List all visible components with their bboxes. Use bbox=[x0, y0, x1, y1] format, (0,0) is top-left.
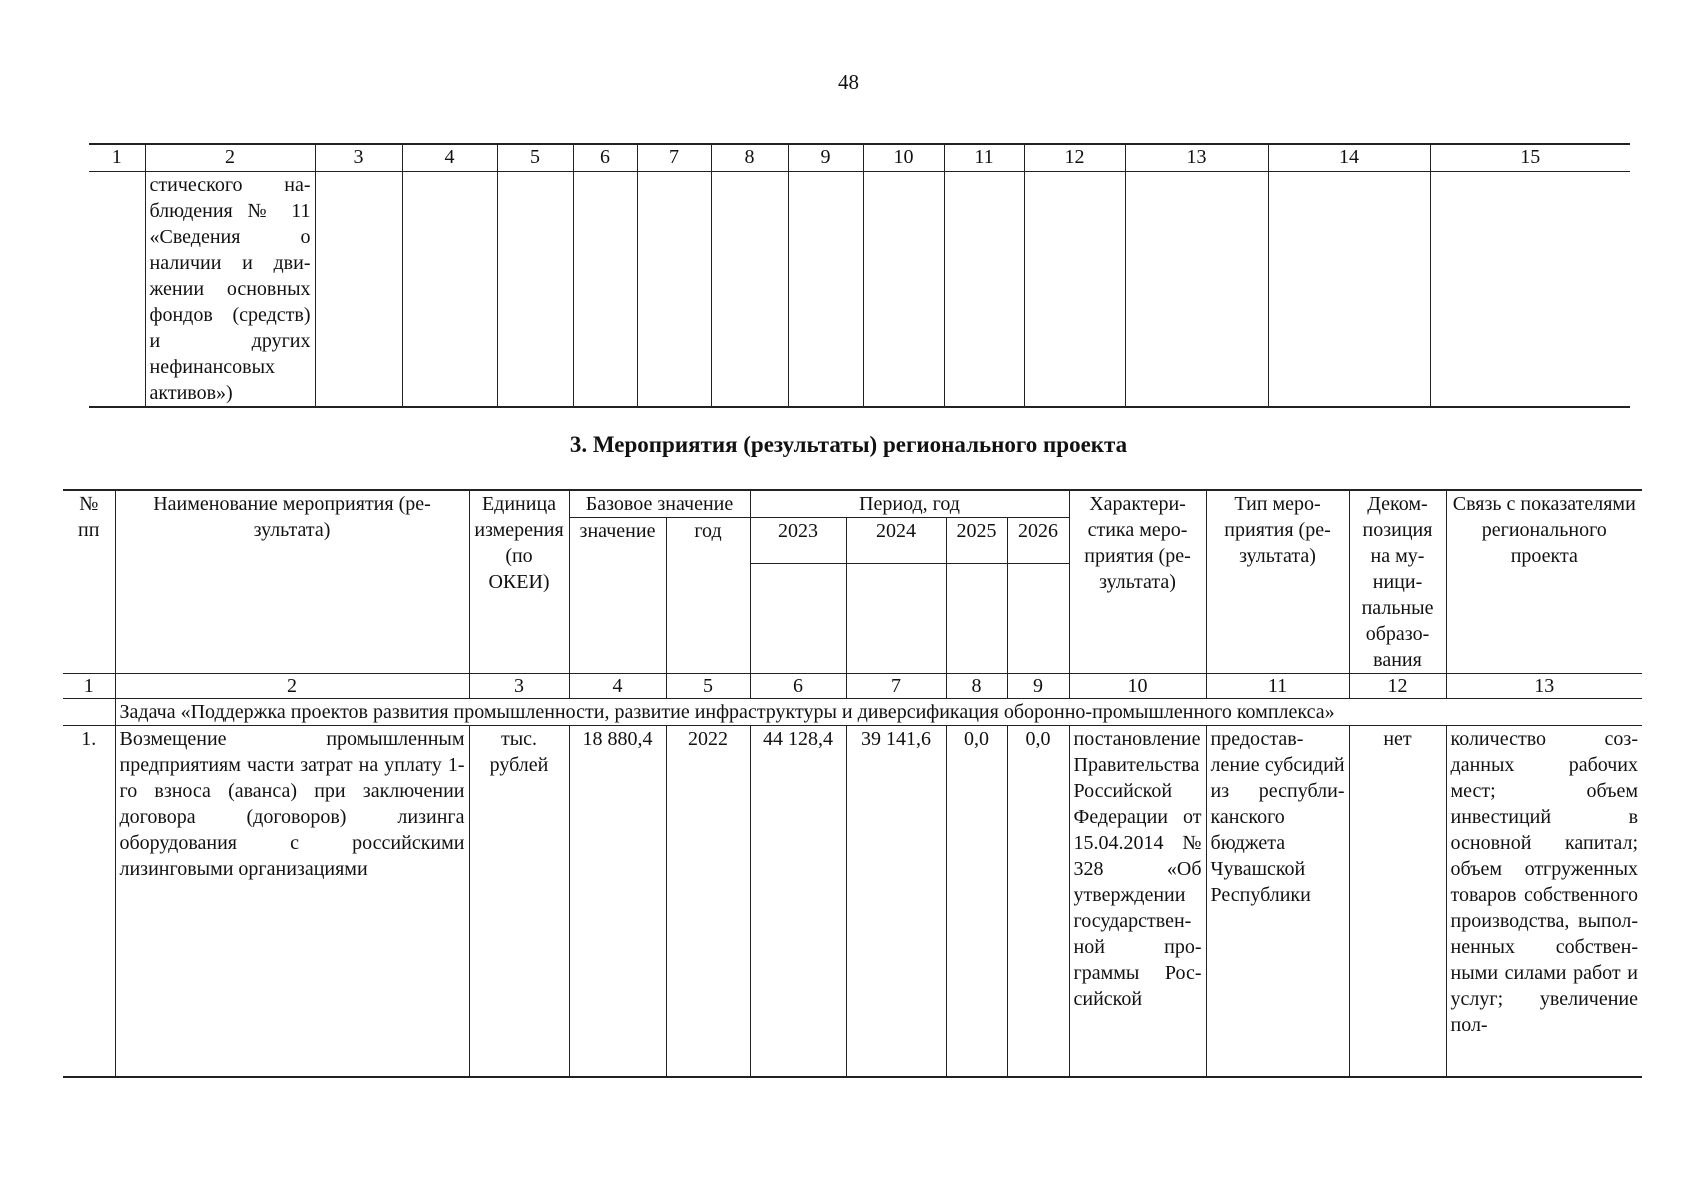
column-number: 7 bbox=[637, 144, 711, 172]
header-link: Связь с показателями регионального проекта bbox=[1446, 490, 1642, 674]
column-number: 12 bbox=[1024, 144, 1125, 172]
column-number: 10 bbox=[1069, 674, 1206, 699]
column-number: 6 bbox=[750, 674, 846, 699]
measure-decomposition: нет bbox=[1349, 726, 1446, 1078]
header-base: Базовое значение bbox=[569, 490, 750, 518]
column-number: 13 bbox=[1446, 674, 1642, 699]
task-row bbox=[63, 699, 1642, 726]
table-header-row bbox=[63, 490, 1642, 518]
header-2025: 2025 bbox=[946, 518, 1007, 564]
column-numbers-row bbox=[63, 674, 1642, 699]
column-number: 8 bbox=[946, 674, 1007, 699]
measure-type: предоставление субсидий из республиканского бюджета Чувашской Республики bbox=[1206, 726, 1349, 1078]
header-characteristic: Характеристика мероприятия (результата) bbox=[1069, 490, 1206, 674]
value-2026: 0,0 bbox=[1007, 726, 1069, 1078]
column-number: 9 bbox=[1007, 674, 1069, 699]
measure-characteristic: постановление Правительства Российской Федерации от 15.04.2014 № 328 «Об утверждении государственной программы Российской bbox=[1069, 726, 1206, 1078]
header-decomposition: Декомпозиция на муниципальные образования bbox=[1349, 490, 1446, 674]
column-number: 5 bbox=[666, 674, 750, 699]
column-number: 7 bbox=[846, 674, 946, 699]
table-header-row bbox=[89, 144, 1630, 172]
row-number: 1. bbox=[63, 726, 115, 1078]
measures-table bbox=[63, 489, 1642, 1078]
table-row bbox=[63, 726, 1642, 1078]
base-value: 18 880,4 bbox=[569, 726, 666, 1078]
header-type: Тип мероприятия (результата) bbox=[1206, 490, 1349, 674]
header-2024: 2024 bbox=[846, 518, 946, 564]
header-name: Наименование мероприятия (результата) bbox=[115, 490, 469, 674]
base-year: 2022 bbox=[666, 726, 750, 1078]
column-number: 11 bbox=[944, 144, 1024, 172]
measure-name: Возмещение промышленным предприятиям части затрат на уплату 1-го взноса (аванса) при заключении договора (договоров) лизинга оборудования с российскими лизинговыми организациями bbox=[115, 726, 469, 1078]
task-text: Задача «Поддержка проектов развития промышленности, развитие инфраструктуры и диверсификация оборонно-промышленного комплекса» bbox=[115, 699, 1642, 726]
value-2024: 39 141,6 bbox=[846, 726, 946, 1078]
column-number: 14 bbox=[1268, 144, 1430, 172]
column-number: 3 bbox=[315, 144, 402, 172]
value-2025: 0,0 bbox=[946, 726, 1007, 1078]
measure-link: количество созданных рабочих мест; объем инвестиций в основной капитал; объем отгруженных товаров собственного производства, выполненных собственными силами работ и услуг; увеличение пол- bbox=[1446, 726, 1642, 1078]
column-number: 4 bbox=[569, 674, 666, 699]
column-number: 11 bbox=[1206, 674, 1349, 699]
column-number: 13 bbox=[1125, 144, 1268, 172]
page-number: 48 bbox=[838, 70, 859, 94]
column-number: 10 bbox=[863, 144, 944, 172]
header-2023: 2023 bbox=[750, 518, 846, 564]
column-number: 15 bbox=[1430, 144, 1630, 172]
column-number: 9 bbox=[788, 144, 863, 172]
header-base-year: год bbox=[666, 518, 750, 674]
column-number: 5 bbox=[497, 144, 573, 172]
header-period: Период, год bbox=[750, 490, 1069, 518]
continuation-table bbox=[89, 143, 1630, 408]
column-number: 6 bbox=[573, 144, 637, 172]
column-number: 2 bbox=[115, 674, 469, 699]
column-number: 2 bbox=[145, 144, 315, 172]
table-row bbox=[89, 172, 1630, 408]
column-number: 8 bbox=[711, 144, 788, 172]
value-2023: 44 128,4 bbox=[750, 726, 846, 1078]
column-number: 12 bbox=[1349, 674, 1446, 699]
column-number: 1 bbox=[89, 144, 145, 172]
measure-unit: тыс. рублей bbox=[469, 726, 569, 1078]
header-base-value: значение bbox=[569, 518, 666, 674]
header-unit: Единица измерения (по ОКЕИ) bbox=[469, 490, 569, 674]
column-number: 4 bbox=[402, 144, 497, 172]
header-2026: 2026 bbox=[1007, 518, 1069, 564]
column-number: 1 bbox=[63, 674, 115, 699]
column-number: 3 bbox=[469, 674, 569, 699]
section-title: 3. Мероприятия (результаты) регионального проекта bbox=[569, 432, 1128, 457]
header-number: № пп bbox=[63, 490, 115, 674]
continuation-text: стического наблюдения № 11 «Сведения о наличии и движении основных фондов (средств) и других нефинансовых активов») bbox=[145, 172, 315, 408]
